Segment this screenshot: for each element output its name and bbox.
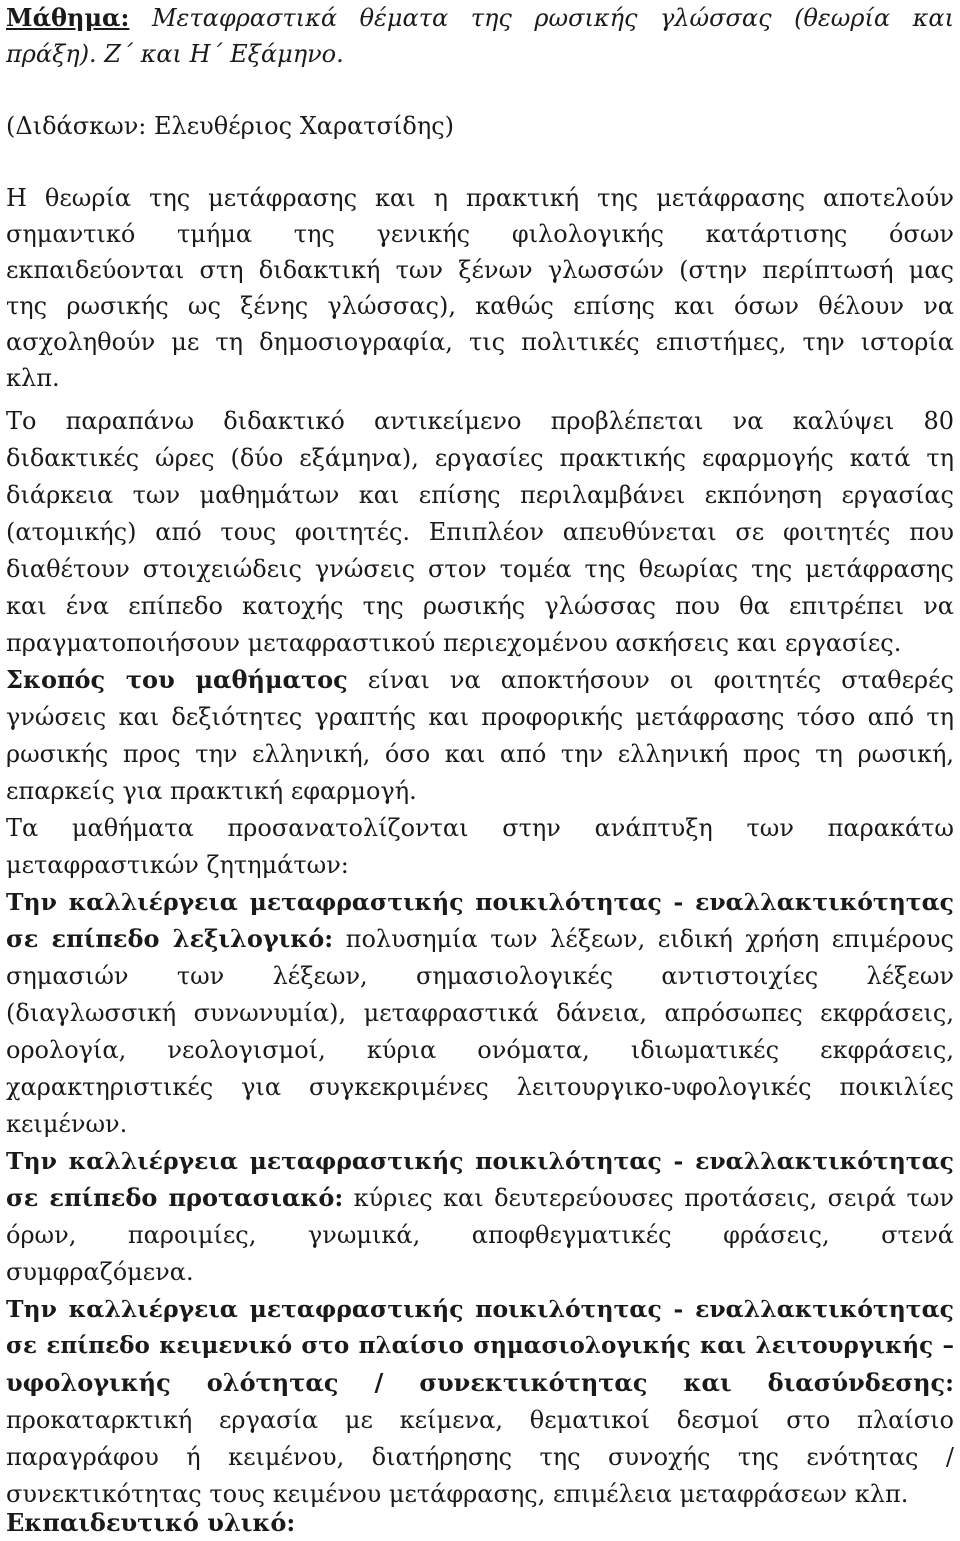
topic1-line: (διαγλωσσική συνωνυμία), μεταφραστικά δάνεια, απρόσωπες εκφράσεις, xyxy=(6,999,954,1027)
topics-intro-line: μεταφραστικών ζητημάτων: xyxy=(6,851,349,879)
topic1-heading-cont: σε επίπεδο λεξιλογικό: xyxy=(6,924,334,953)
topic2-heading-cont: σε επίπεδο προτασιακό: xyxy=(6,1183,344,1212)
goal-label: Σκοπός του μαθήματος xyxy=(6,665,348,694)
goal-line: ρωσικής προς την ελληνική, όσο και από την ελληνική προς τη ρωσική, xyxy=(6,740,954,768)
topic3-line: συνεκτικότητας τους κειμένου μετάφρασης, επιμέλεια μεταφράσεων κλπ. xyxy=(6,1480,909,1508)
description-line: διδακτικές ώρες (δύο εξάμηνα), εργασίες πρακτικής εφαρμογής κατά τη xyxy=(6,444,954,472)
topic2-line: όρων, παροιμίες, γνωμικά, αποφθεγματικές φράσεις, στενά xyxy=(6,1221,954,1249)
description-line: πραγματοποιήσουν μεταφραστικού περιεχομένου ασκήσεις και εργασίες. xyxy=(6,629,902,657)
topic2-heading: Την καλλιέργεια μεταφραστικής ποικιλότητας - εναλλακτικότητας xyxy=(6,1147,954,1175)
goal-line: επαρκείς για πρακτική εφαρμογή. xyxy=(6,777,417,805)
topic2-text: κύριες και δευτερεύουσες προτάσεις, σειρά των xyxy=(343,1184,954,1212)
topic1-text: πολυσημία των λέξεων, ειδική χρήση επιμέρους xyxy=(333,925,954,953)
intro-line: σημαντικό τμήμα της γενικής φιλολογικής κατάρτισης όσων xyxy=(6,220,954,248)
topic3-line: παραγράφου ή κειμένου, διατήρησης της συνοχής της ενότητας / xyxy=(6,1443,954,1471)
topic1-line: ορολογία, νεολογισμοί, κύρια ονόματα, ιδιωματικές εκφράσεις, xyxy=(6,1036,954,1064)
topic3-line: προκαταρκτική εργασία με κείμενα, θεματικοί δεσμοί στο πλαίσιο xyxy=(6,1406,954,1434)
description-line: (ατομικής) από τους φοιτητές. Επιπλέον απευθύνεται σε φοιτητές που xyxy=(6,518,954,546)
description-line: διαθέτουν στοιχειώδεις γνώσεις στον τομέα της θεωρίας της μετάφρασης xyxy=(6,555,954,583)
description-line: διάρκεια των μαθημάτων και επίσης περιλαμβάνει εκπόνηση εργασίας xyxy=(6,481,954,509)
topic1-line: σημασιών των λέξεων, σημασιολογικές αντιστοιχίες λέξεων xyxy=(6,962,954,990)
topic1-line: κειμένων. xyxy=(6,1110,128,1138)
goal-line: γνώσεις και δεξιότητες γραπτής και προφορικής μετάφρασης τόσο από τη xyxy=(6,703,954,731)
course-title-line-2: πράξη). Ζ΄ και Η΄ Εξάμηνο. xyxy=(6,40,344,68)
goal-text: είναι να αποκτήσουν οι φοιτητές σταθερές xyxy=(347,666,954,694)
goal-line-1 xyxy=(6,662,954,698)
topic2-line: συμφραζόμενα. xyxy=(6,1258,194,1286)
topic1-line-2 xyxy=(6,921,954,957)
description-line: Το παραπάνω διδακτικό αντικείμενο προβλέπεται να καλύψει 80 xyxy=(6,407,954,435)
topic3-heading: υφολογικής ολότητας / συνεκτικότητας και διασύνδεσης: xyxy=(6,1368,954,1397)
topic1-heading: Την καλλιέργεια μεταφραστικής ποικιλότητας - εναλλακτικότητας xyxy=(6,888,954,916)
instructor: (Διδάσκων: Ελευθέριος Χαρατσίδης) xyxy=(6,112,455,140)
topic2-line-2 xyxy=(6,1180,954,1216)
topic3-heading: Την καλλιέργεια μεταφραστικής ποικιλότητας - εναλλακτικότητας xyxy=(6,1295,954,1323)
course-label: Μάθημα: xyxy=(6,3,130,32)
intro-line: κλπ. xyxy=(6,364,60,392)
materials-label: Εκπαιδευτικό υλικό: xyxy=(6,1508,296,1537)
intro-line: Η θεωρία της μετάφρασης και η πρακτική της μετάφρασης αποτελούν xyxy=(6,184,954,212)
intro-line: της ρωσικής ως ξένης γλώσσας), καθώς επίσης και όσων θέλουν να xyxy=(6,292,954,320)
course-title: Μεταφραστικά θέματα της ρωσικής γλώσσας (θεωρία και xyxy=(151,4,954,32)
intro-line: εκπαιδεύονται στη διδακτική των ξένων γλωσσών (στην περίπτωσή μας xyxy=(6,256,954,284)
intro-line: ασχοληθούν με τη δημοσιογραφία, τις πολιτικές επιστήμες, την ιστορία xyxy=(6,328,954,356)
topics-intro-line: Τα μαθήματα προσανατολίζονται στην ανάπτυξη των παρακάτω xyxy=(6,814,954,842)
topic1-line: χαρακτηριστικές για συγκεκριμένες λειτουργικο-υφολογικές ποικιλίες xyxy=(6,1073,954,1101)
course-title-line-1 xyxy=(6,0,954,36)
topic3-heading: σε επίπεδο κειμενικό στο πλαίσιο σημασιολογικής και λειτουργικής – xyxy=(6,1332,954,1359)
description-line: και ένα επίπεδο κατοχής της ρωσικής γλώσσας που θα επιτρέπει να xyxy=(6,592,954,620)
